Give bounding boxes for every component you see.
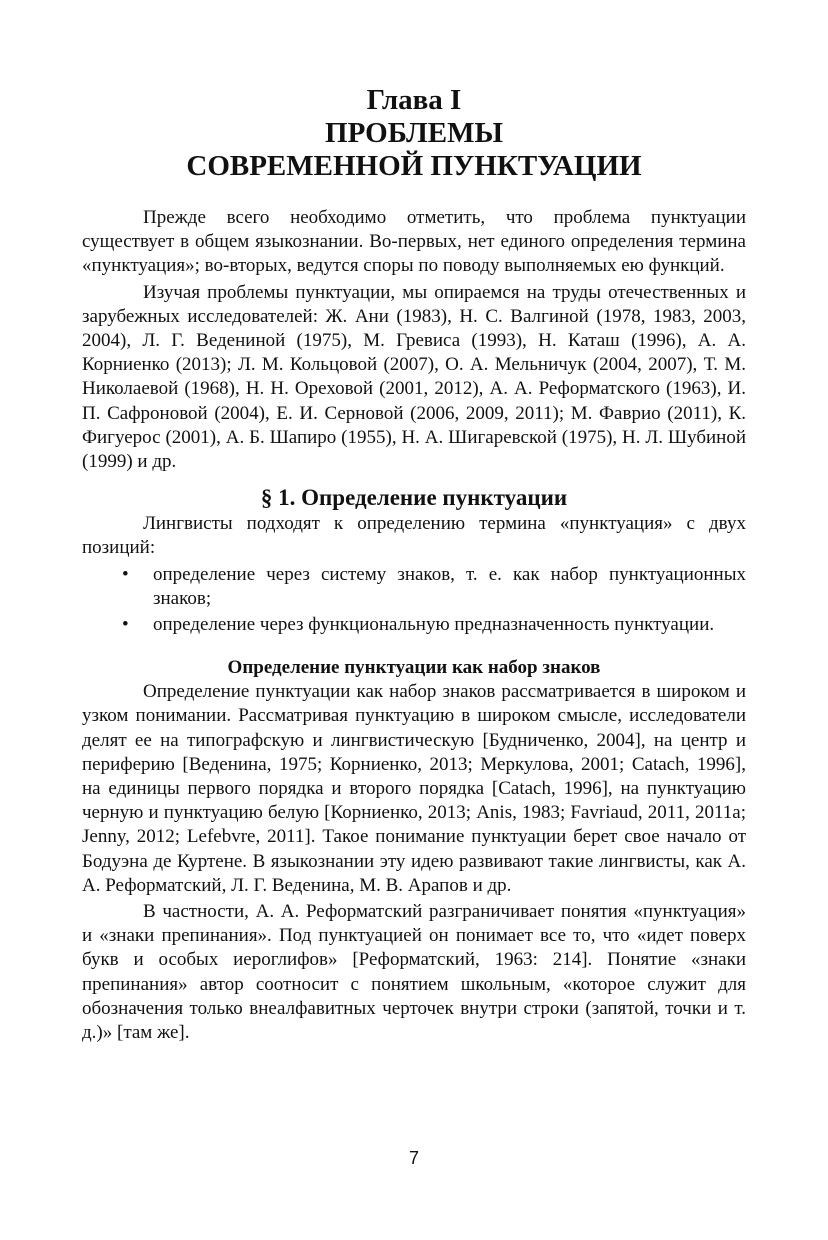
- definition-approaches-list: [82, 563, 746, 638]
- list-item: [82, 563, 746, 611]
- page-number: 7: [408, 1148, 419, 1168]
- chapter-label: Глава I: [366, 84, 462, 116]
- section-intro-paragraph: Лингвисты подходят к определению термина «пунктуация» с двух позиций:: [82, 513, 746, 559]
- intro-paragraph-1: Прежде всего необходимо отметить, что проблема пунктуации существует в общем языкознании. Во-первых, нет единого определения термина «пунктуация»; во-вторых, ведутся споры по поводу выполняемых ею функций.: [82, 207, 746, 277]
- chapter-title-line-2: СОВРЕМЕННОЙ ПУНКТУАЦИИ: [186, 150, 642, 182]
- chapter-title-line-1: ПРОБЛЕМЫ: [325, 117, 503, 149]
- chapter-heading: [82, 84, 746, 183]
- subsection-title: Определение пунктуации как набор знаков: [227, 657, 601, 679]
- section-title: § 1. Определение пунктуации: [260, 485, 568, 511]
- list-item-text: определение через систему знаков, т. е. как набор пунктуационных знаков;: [153, 563, 746, 609]
- subsection-paragraph-1: Определение пунктуации как набор знаков рассматривается в широком и узком понимании. Рассматривая пунктуацию в широком смысле, исследователи делят ее на типографскую и лингвистическую [Будниченко, 2004], на центр и периферию [Веденина, 1975; Корниенко, 2013; Меркулова, 2001; Catach, 1996], на единицы первого порядка и второго порядка [Catach, 1996], на пунктуацию черную и пунктуацию белую [Корниенко, 2013; Anis, 1983; Favriaud, 2011, 2011a; Jenny, 2012; Lefebvre, 2011]. Такое понимание пунктуации берет свое начало от Бодуэна де Куртене. В языкознании эту идею развивают такие лингвисты, как А. А. Реформатский, Л. Г. Веденина, М. В. Арапов и др.: [82, 681, 746, 896]
- bullet-icon: •: [122, 563, 129, 585]
- list-item-text: определение через функциональную предназначенность пунктуации.: [153, 614, 715, 636]
- intro-paragraph-2: Изучая проблемы пунктуации, мы опираемся на труды отечественных и зарубежных исследователей: Ж. Ани (1983), Н. С. Валгиной (1978, 1983, 2003, 2004), Л. Г. Ведениной (1975), М. Гревиса (1993), Н. Каташ (1996), А. А. Корниенко (2013); Л. М. Кольцовой (2007), О. А. Мельничук (2004, 2007), Т. М. Николаевой (1968), Н. Н. Ореховой (2001, 2012), А. А. Реформатского (1963), И. П. Сафроновой (2004), Е. И. Серновой (2006, 2009, 2011); М. Фаврио (2011), К. Фигуерос (2001), А. Б. Шапиро (1955), Н. А. Шигаревской (1975), Н. Л. Шубиной (1999) и др.: [82, 281, 746, 473]
- intro-text: [82, 206, 746, 474]
- bullet-icon: •: [122, 614, 129, 636]
- subsection-paragraph-2: В частности, А. А. Реформатский разграничивает понятия «пунктуация» и «знаки препинания». Под пунктуацией он понимает все то, что «идет поверх букв и особых иероглифов» [Реформатский, 1963: 214]. Понятие «знаки препинания» автор соотносит с понятием школьным, «которое служит для обозначения только внеалфавитных черточек внутри строки (запятой, точки и т. д.)» [там же].: [82, 901, 746, 1044]
- page-content: [82, 84, 746, 1045]
- list-item: [82, 613, 746, 637]
